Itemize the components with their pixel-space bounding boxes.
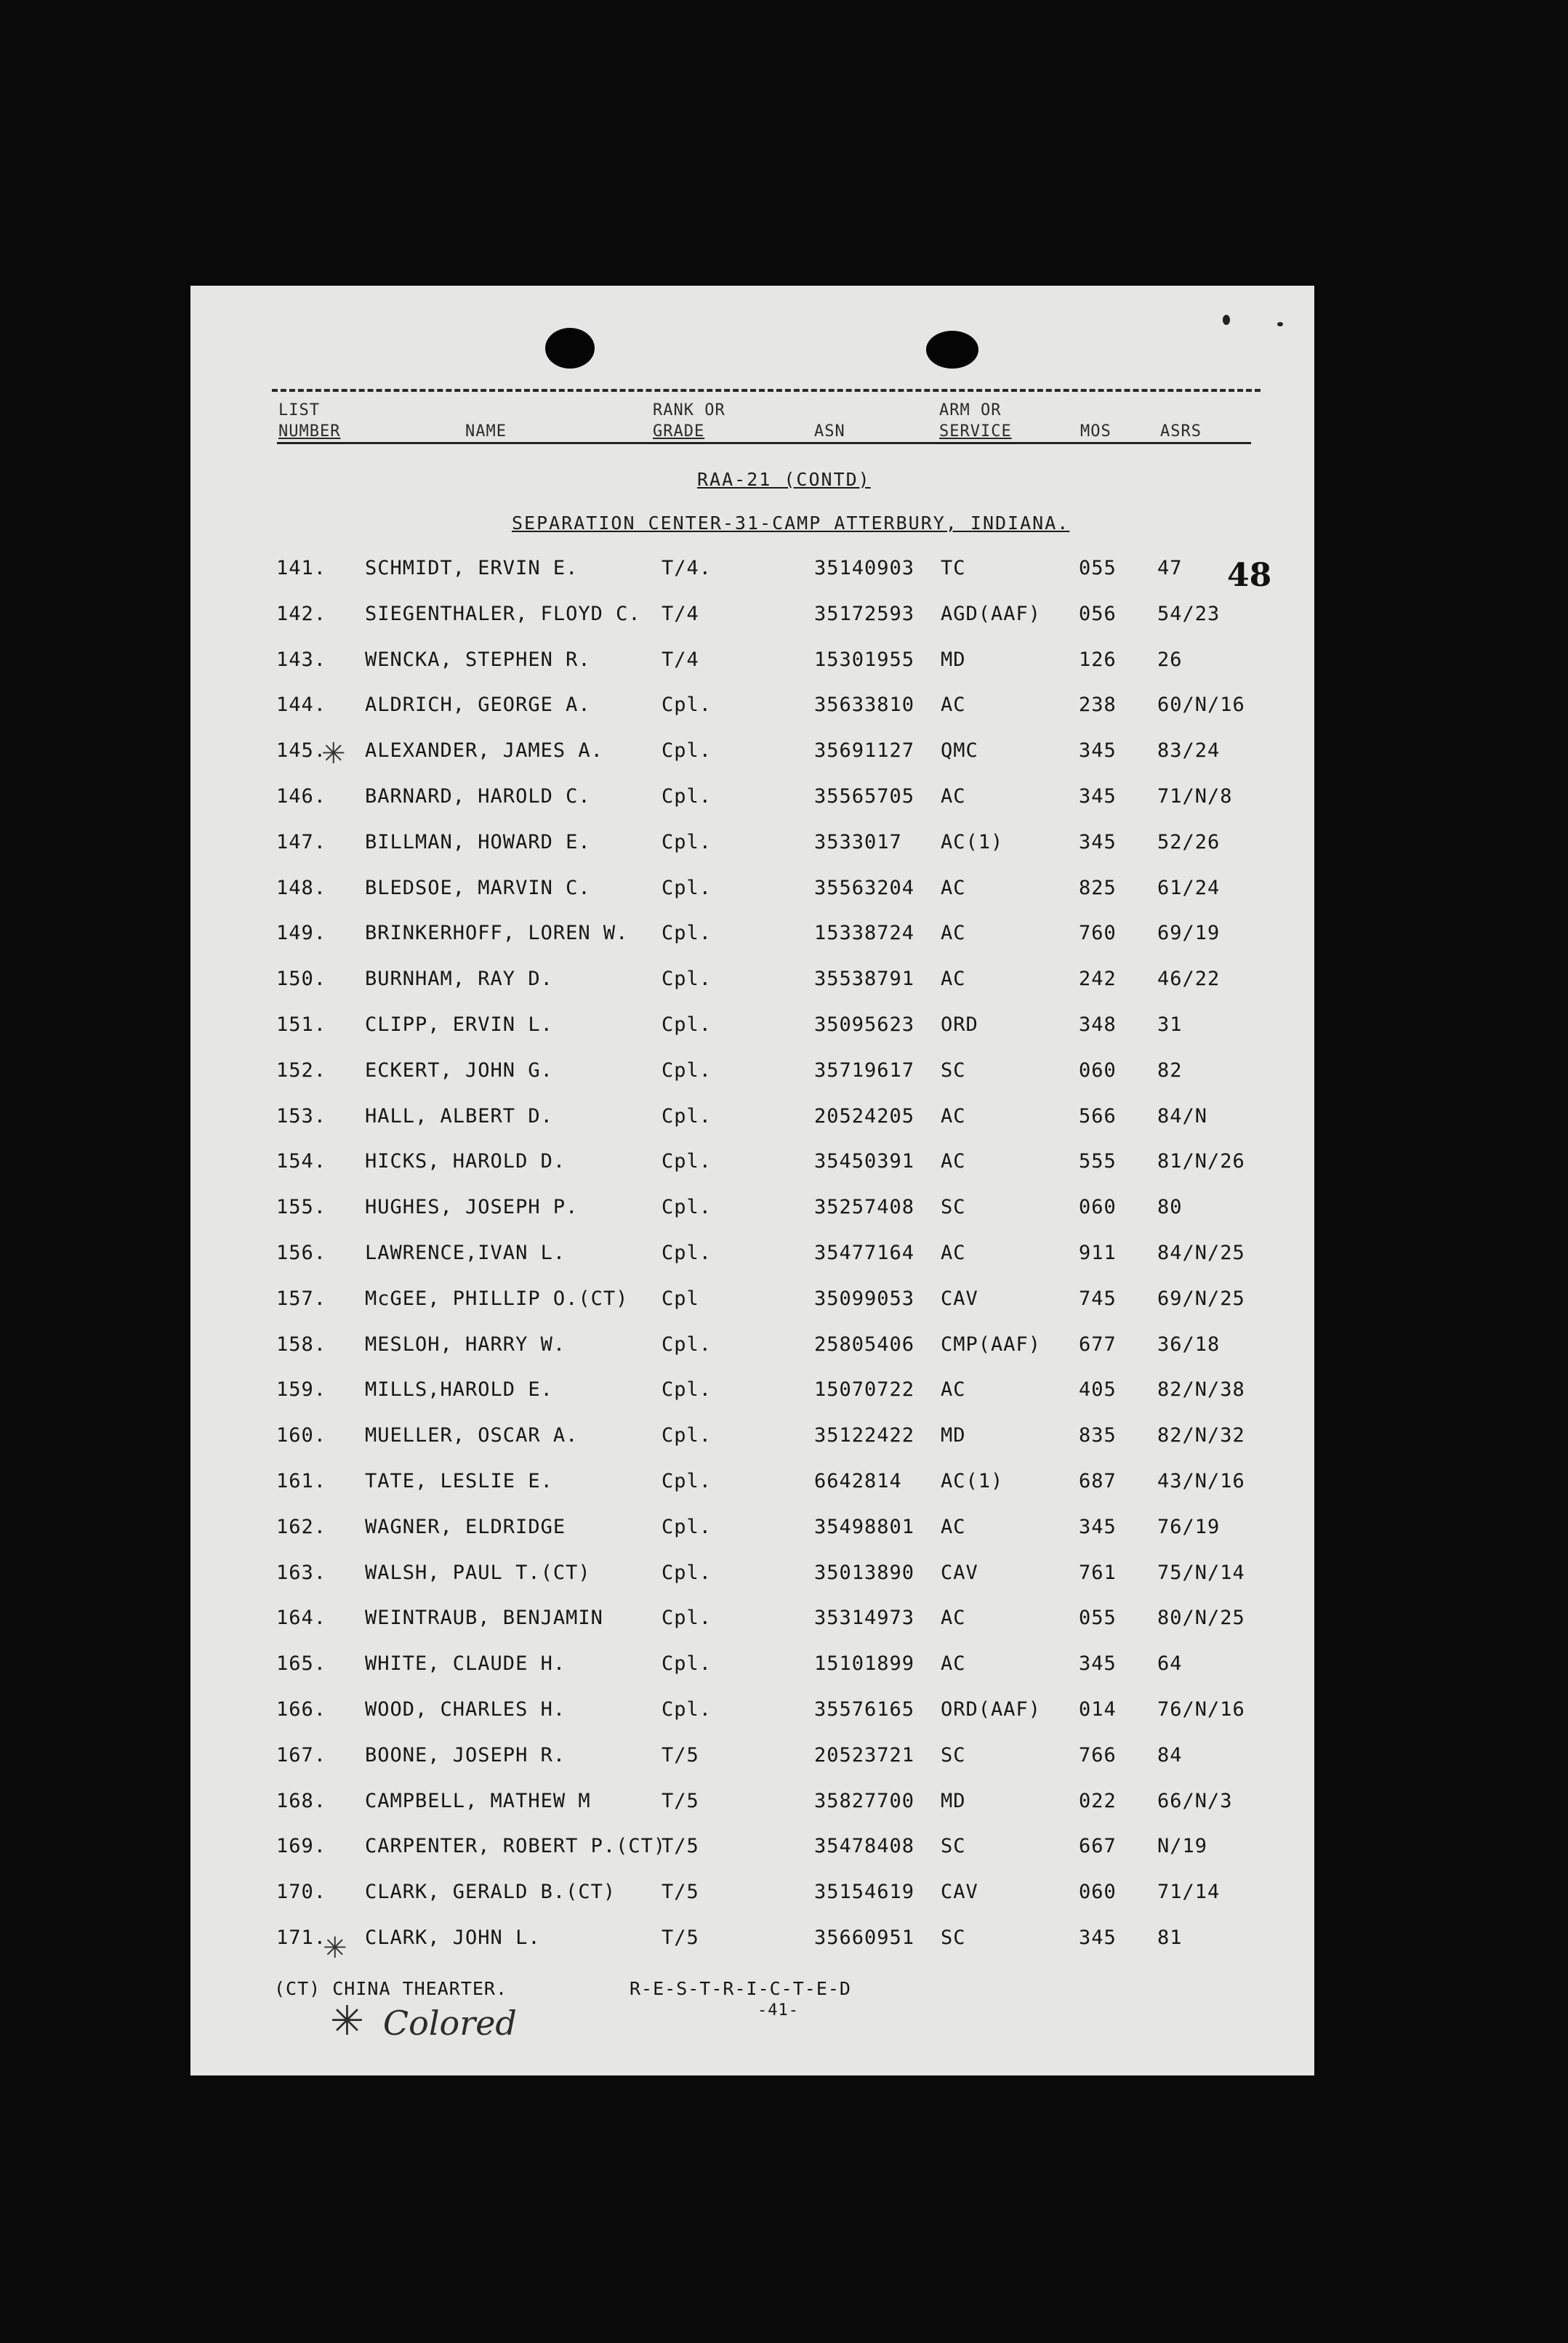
cell-asrs: 71/14 (1157, 1881, 1221, 1904)
cell-mos: 060 (1079, 1196, 1117, 1219)
table-row (190, 1470, 1314, 1499)
cell-rank: Cpl. (662, 1058, 712, 1082)
cell-service: AC (941, 1242, 966, 1264)
cell-name: McGEE, PHILLIP O.(CT) (365, 1287, 629, 1310)
punch-hole (926, 331, 978, 369)
table-row (190, 1150, 1314, 1179)
table-row (190, 694, 1314, 723)
col-header-list-number: LIST NUMBER (278, 401, 341, 441)
cell-asn: 15301955 (814, 648, 915, 671)
col-header-asrs: ASRS (1160, 422, 1202, 441)
table-row (190, 557, 1314, 586)
cell-asrs: 84/N/25 (1157, 1242, 1245, 1264)
cell-asn: 15338724 (814, 922, 915, 945)
table-row (190, 1835, 1314, 1864)
cell-mos: 825 (1079, 876, 1117, 899)
cell-num: 158. (276, 1333, 327, 1356)
cell-asn: 35172593 (814, 602, 915, 625)
cell-name: WAGNER, ELDRIDGE (365, 1515, 566, 1538)
cell-service: CAV (941, 1287, 978, 1310)
cell-mos: 345 (1079, 785, 1117, 808)
cell-service: AC (941, 1607, 966, 1630)
table-row (190, 1516, 1314, 1545)
punch-hole (545, 328, 595, 369)
cell-num: 143. (276, 648, 327, 671)
cell-mos: 345 (1079, 1652, 1117, 1676)
cell-asn: 35095623 (814, 1013, 915, 1036)
cell-asrs: 26 (1157, 648, 1183, 671)
cell-rank: Cpl. (662, 876, 712, 899)
cell-name: ALDRICH, GEORGE A. (365, 694, 591, 717)
cell-rank: Cpl. (662, 1150, 712, 1173)
cell-name: WHITE, CLAUDE H. (365, 1652, 566, 1676)
cell-mos: 056 (1079, 602, 1117, 625)
cell-num: 165. (276, 1652, 327, 1676)
cell-rank: Cpl. (662, 1242, 712, 1264)
cell-mos: 022 (1079, 1789, 1117, 1812)
cell-num: 155. (276, 1196, 327, 1219)
cell-rank: Cpl. (662, 1561, 712, 1584)
cell-mos: 060 (1079, 1881, 1117, 1904)
footer-note: (CT) CHINA THEARTER. (274, 1978, 508, 1999)
cell-name: MESLOH, HARRY W. (365, 1333, 566, 1356)
restricted-marking: R-E-S-T-R-I-C-T-E-D (630, 1978, 851, 1999)
cell-num: 153. (276, 1104, 327, 1128)
cell-rank: T/5 (662, 1789, 699, 1812)
header-rule (277, 442, 1251, 444)
table-row (190, 1059, 1314, 1088)
cell-num: 157. (276, 1287, 327, 1310)
cell-service: AC (941, 1515, 966, 1538)
cell-rank: Cpl. (662, 1013, 712, 1036)
cell-rank: Cpl. (662, 739, 712, 763)
cell-asrs: 69/19 (1157, 922, 1221, 945)
cell-num: 170. (276, 1881, 327, 1904)
table-row (190, 1926, 1314, 1956)
top-rule (272, 389, 1261, 392)
cell-asrs: 46/22 (1157, 968, 1221, 991)
cell-name: HUGHES, JOSEPH P. (365, 1196, 579, 1219)
cell-mos: 345 (1079, 739, 1117, 763)
cell-asrs: 69/N/25 (1157, 1287, 1245, 1310)
cell-asrs: 83/24 (1157, 739, 1221, 763)
cell-service: AC (941, 694, 966, 717)
cell-num: 171. (276, 1926, 327, 1949)
col-header-rank: RANK OR GRADE (653, 401, 725, 441)
cell-asn: 35478408 (814, 1835, 915, 1858)
table-row (190, 1562, 1314, 1591)
cell-asn: 35565705 (814, 785, 915, 808)
cell-service: SC (941, 1196, 966, 1219)
cell-mos: 761 (1079, 1561, 1117, 1584)
cell-asrs: 61/24 (1157, 876, 1221, 899)
cell-rank: Cpl (662, 1287, 699, 1310)
cell-rank: Cpl. (662, 1333, 712, 1356)
cell-num: 141. (276, 557, 327, 579)
cell-num: 169. (276, 1835, 327, 1858)
cell-name: WOOD, CHARLES H. (365, 1698, 566, 1721)
cell-name: BRINKERHOFF, LOREN W. (365, 922, 629, 945)
table-row (190, 1652, 1314, 1681)
cell-name: TATE, LESLIE E. (365, 1470, 553, 1492)
cell-service: AC (941, 1104, 966, 1128)
cell-name: ALEXANDER, JAMES A. (365, 739, 603, 763)
cell-service: MD (941, 648, 966, 671)
document-page (190, 286, 1314, 2075)
cell-asn: 35099053 (814, 1287, 915, 1310)
cell-asn: 35314973 (814, 1607, 915, 1630)
cell-rank: T/4 (662, 602, 699, 625)
cell-num: 163. (276, 1561, 327, 1584)
cell-asrs: 76/N/16 (1157, 1698, 1245, 1721)
table-row (190, 1698, 1314, 1727)
cell-mos: 835 (1079, 1424, 1117, 1447)
cell-rank: Cpl. (662, 1196, 712, 1219)
cell-rank: T/5 (662, 1881, 699, 1904)
table-row (190, 922, 1314, 951)
cell-mos: 345 (1079, 1926, 1117, 1949)
cell-service: AC (941, 1378, 966, 1402)
table-row (190, 1333, 1314, 1362)
cell-num: 167. (276, 1743, 327, 1767)
cell-asrs: 71/N/8 (1157, 785, 1233, 808)
cell-asrs: 81/N/26 (1157, 1150, 1245, 1173)
cell-mos: 566 (1079, 1104, 1117, 1128)
cell-num: 161. (276, 1470, 327, 1492)
cell-asn: 35477164 (814, 1242, 915, 1264)
cell-mos: 405 (1079, 1378, 1117, 1402)
cell-asn: 35538791 (814, 968, 915, 991)
cell-num: 156. (276, 1242, 327, 1264)
cell-rank: T/5 (662, 1835, 699, 1858)
cell-asn: 15070722 (814, 1378, 915, 1402)
cell-name: BILLMAN, HOWARD E. (365, 830, 591, 853)
cell-num: 150. (276, 968, 327, 991)
cell-num: 142. (276, 602, 327, 625)
cell-rank: Cpl. (662, 1652, 712, 1676)
table-row (190, 603, 1314, 632)
cell-mos: 055 (1079, 1607, 1117, 1630)
cell-asn: 35563204 (814, 876, 915, 899)
cell-name: CARPENTER, ROBERT P.(CT) (365, 1835, 667, 1858)
cell-mos: 677 (1079, 1333, 1117, 1356)
cell-service: SC (941, 1058, 966, 1082)
cell-service: MD (941, 1789, 966, 1812)
cell-asrs: 81 (1157, 1926, 1183, 1949)
cell-service: AC (941, 785, 966, 808)
cell-rank: Cpl. (662, 1470, 712, 1492)
cell-name: CLARK, JOHN L. (365, 1926, 541, 1949)
cell-mos: 911 (1079, 1242, 1117, 1264)
list-subtitle: SEPARATION CENTER-31-CAMP ATTERBURY, INDIANA. (512, 513, 1070, 534)
cell-rank: Cpl. (662, 830, 712, 853)
cell-rank: Cpl. (662, 968, 712, 991)
cell-rank: Cpl. (662, 1104, 712, 1128)
cell-num: 160. (276, 1424, 327, 1447)
cell-name: MUELLER, OSCAR A. (365, 1424, 579, 1447)
cell-num: 147. (276, 830, 327, 853)
cell-name: ECKERT, JOHN G. (365, 1058, 553, 1082)
cell-rank: Cpl. (662, 1607, 712, 1630)
handwritten-annotation (330, 1998, 517, 2045)
cell-num: 164. (276, 1607, 327, 1630)
cell-asn: 35122422 (814, 1424, 915, 1447)
table-row (190, 1196, 1314, 1225)
cell-service: ORD(AAF) (941, 1698, 1042, 1721)
ink-speck (1277, 322, 1283, 326)
asterisk-mark: ✳ (321, 737, 346, 771)
cell-name: BOONE, JOSEPH R. (365, 1743, 566, 1767)
cell-rank: Cpl. (662, 1698, 712, 1721)
cell-asrs: N/19 (1157, 1835, 1208, 1858)
cell-asrs: 54/23 (1157, 602, 1221, 625)
cell-name: WEINTRAUB, BENJAMIN (365, 1607, 603, 1630)
cell-service: SC (941, 1926, 966, 1949)
cell-mos: 348 (1079, 1013, 1117, 1036)
cell-num: 151. (276, 1013, 327, 1036)
cell-asn: 35450391 (814, 1150, 915, 1173)
cell-rank: Cpl. (662, 1378, 712, 1402)
cell-num: 162. (276, 1515, 327, 1538)
cell-rank: Cpl. (662, 1424, 712, 1447)
cell-name: BLEDSOE, MARVIN C. (365, 876, 591, 899)
cell-asn: 15101899 (814, 1652, 915, 1676)
cell-num: 146. (276, 785, 327, 808)
table-row (190, 968, 1314, 997)
table-row (190, 1424, 1314, 1453)
cell-mos: 060 (1079, 1058, 1117, 1082)
cell-name: LAWRENCE,IVAN L. (365, 1242, 566, 1264)
cell-asrs: 84/N (1157, 1104, 1208, 1128)
cell-asn: 35257408 (814, 1196, 915, 1219)
cell-asrs: 47 (1157, 557, 1183, 579)
cell-asrs: 36/18 (1157, 1333, 1221, 1356)
cell-asrs: 75/N/14 (1157, 1561, 1245, 1584)
cell-rank: T/4. (662, 557, 712, 579)
ink-speck (1223, 315, 1230, 325)
cell-asn: 20523721 (814, 1743, 915, 1767)
cell-mos: 760 (1079, 922, 1117, 945)
table-row (190, 1378, 1314, 1407)
cell-mos: 055 (1079, 557, 1117, 579)
cell-asn: 35498801 (814, 1515, 915, 1538)
cell-rank: T/5 (662, 1926, 699, 1949)
cell-mos: 014 (1079, 1698, 1117, 1721)
cell-name: BARNARD, HAROLD C. (365, 785, 591, 808)
cell-service: AC(1) (941, 830, 1004, 853)
cell-asn: 35827700 (814, 1789, 915, 1812)
table-row (190, 1013, 1314, 1042)
table-row (190, 831, 1314, 860)
cell-service: SC (941, 1835, 966, 1858)
cell-asrs: 43/N/16 (1157, 1470, 1245, 1492)
table-row (190, 1242, 1314, 1271)
cell-asrs: 60/N/16 (1157, 694, 1245, 717)
cell-service: CAV (941, 1561, 978, 1584)
cell-num: 168. (276, 1789, 327, 1812)
asterisk-icon: ✳ (330, 1998, 364, 2045)
cell-num: 159. (276, 1378, 327, 1402)
cell-name: BURNHAM, RAY D. (365, 968, 553, 991)
table-row (190, 648, 1314, 678)
page-stamp: 48 (1227, 557, 1272, 594)
col-header-name: NAME (465, 422, 507, 441)
table-row (190, 785, 1314, 814)
cell-name: WENCKA, STEPHEN R. (365, 648, 591, 671)
cell-name: SCHMIDT, ERVIN E. (365, 557, 579, 579)
cell-name: CLIPP, ERVIN L. (365, 1013, 553, 1036)
cell-service: AGD(AAF) (941, 602, 1042, 625)
cell-num: 166. (276, 1698, 327, 1721)
cell-service: ORD (941, 1013, 978, 1036)
table-row (190, 1790, 1314, 1819)
table-row (190, 1744, 1314, 1773)
table-row (190, 1881, 1314, 1910)
cell-num: 145. (276, 739, 327, 763)
handwritten-text: Colored (382, 2004, 517, 2043)
cell-service: QMC (941, 739, 978, 763)
cell-service: AC (941, 876, 966, 899)
table-row (190, 737, 1314, 771)
cell-rank: Cpl. (662, 1515, 712, 1538)
cell-asrs: 31 (1157, 1013, 1183, 1036)
cell-num: 144. (276, 694, 327, 717)
cell-asn: 6642814 (814, 1470, 902, 1492)
cell-num: 152. (276, 1058, 327, 1082)
cell-asrs: 64 (1157, 1652, 1183, 1676)
cell-asn: 20524205 (814, 1104, 915, 1128)
cell-asn: 25805406 (814, 1333, 915, 1356)
cell-asrs: 82 (1157, 1058, 1183, 1082)
cell-mos: 667 (1079, 1835, 1117, 1858)
cell-mos: 238 (1079, 694, 1117, 717)
cell-asrs: 66/N/3 (1157, 1789, 1233, 1812)
page-number: -41- (757, 2001, 799, 2020)
cell-asn: 35691127 (814, 739, 915, 763)
cell-service: CMP(AAF) (941, 1333, 1042, 1356)
cell-name: CLARK, GERALD B.(CT) (365, 1881, 616, 1904)
cell-mos: 345 (1079, 1515, 1117, 1538)
list-title: RAA-21 (CONTD) (697, 469, 871, 490)
cell-rank: T/4 (662, 648, 699, 671)
cell-asn: 35013890 (814, 1561, 915, 1584)
cell-name: WALSH, PAUL T.(CT) (365, 1561, 591, 1584)
table-row (190, 1607, 1314, 1636)
cell-name: HICKS, HAROLD D. (365, 1150, 566, 1173)
cell-asrs: 82/N/32 (1157, 1424, 1245, 1447)
cell-asn: 35633810 (814, 694, 915, 717)
cell-asrs: 76/19 (1157, 1515, 1221, 1538)
cell-asn: 35719617 (814, 1058, 915, 1082)
cell-name: SIEGENTHALER, FLOYD C. (365, 602, 641, 625)
cell-rank: Cpl. (662, 922, 712, 945)
cell-rank: Cpl. (662, 694, 712, 717)
cell-name: HALL, ALBERT D. (365, 1104, 553, 1128)
col-header-mos: MOS (1080, 422, 1111, 441)
col-header-asn: ASN (814, 422, 845, 441)
cell-mos: 687 (1079, 1470, 1117, 1492)
cell-service: CAV (941, 1881, 978, 1904)
cell-asrs: 82/N/38 (1157, 1378, 1245, 1402)
cell-mos: 555 (1079, 1150, 1117, 1173)
cell-service: MD (941, 1424, 966, 1447)
table-row (190, 1287, 1314, 1317)
col-header-service: ARM OR SERVICE (939, 401, 1012, 441)
cell-asrs: 80/N/25 (1157, 1607, 1245, 1630)
cell-mos: 345 (1079, 830, 1117, 853)
cell-mos: 766 (1079, 1743, 1117, 1767)
cell-mos: 242 (1079, 968, 1117, 991)
cell-name: MILLS,HAROLD E. (365, 1378, 553, 1402)
cell-service: TC (941, 557, 966, 579)
cell-mos: 126 (1079, 648, 1117, 671)
cell-num: 154. (276, 1150, 327, 1173)
cell-name: CAMPBELL, MATHEW M (365, 1789, 591, 1812)
cell-num: 148. (276, 876, 327, 899)
cell-service: AC (941, 1150, 966, 1173)
table-row (190, 1105, 1314, 1134)
cell-num: 149. (276, 922, 327, 945)
cell-mos: 745 (1079, 1287, 1117, 1310)
cell-asn: 35140903 (814, 557, 915, 579)
table-row (190, 877, 1314, 906)
asterisk-mark: ✳ (323, 1932, 347, 1965)
cell-service: AC (941, 922, 966, 945)
cell-service: SC (941, 1743, 966, 1767)
cell-rank: Cpl. (662, 785, 712, 808)
cell-asrs: 84 (1157, 1743, 1183, 1767)
cell-asn: 35154619 (814, 1881, 915, 1904)
cell-service: AC(1) (941, 1470, 1004, 1492)
cell-asn: 3533017 (814, 830, 902, 853)
cell-rank: T/5 (662, 1743, 699, 1767)
cell-service: AC (941, 1652, 966, 1676)
cell-asrs: 52/26 (1157, 830, 1221, 853)
cell-asn: 35660951 (814, 1926, 915, 1949)
cell-service: AC (941, 968, 966, 991)
cell-asn: 35576165 (814, 1698, 915, 1721)
cell-asrs: 80 (1157, 1196, 1183, 1219)
